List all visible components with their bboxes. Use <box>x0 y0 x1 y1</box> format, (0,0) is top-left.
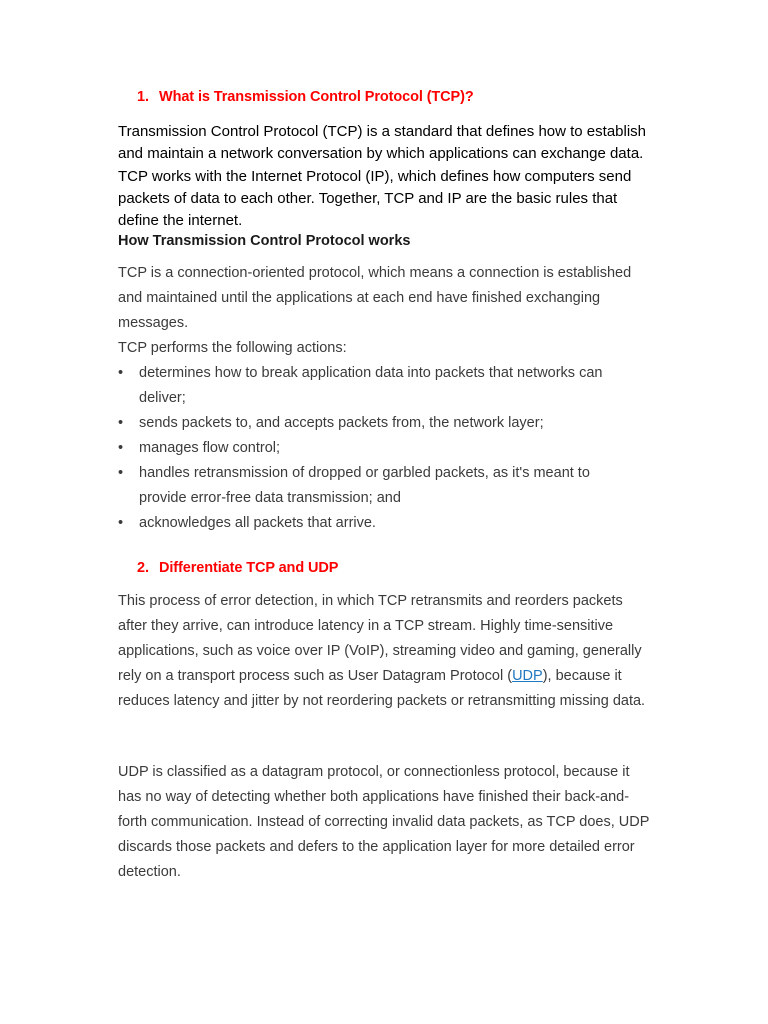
section-2-number: 2. <box>137 560 149 576</box>
section-1-title: What is Transmission Control Protocol (TCP)? <box>159 89 474 105</box>
bullet-icon: • <box>118 415 124 431</box>
latency-text-before-link: This process of error detection, in which TCP retransmits and reorders packets after they arrive, can introduce latency in a TCP stream. Highly time-sensitive applications, such as voice over IP (VoIP), streaming video and gaming, generally rely on a transport process such as User Datagram Protocol ( <box>118 593 642 684</box>
list-item <box>118 361 639 411</box>
actions-intro-text: TCP performs the following actions: <box>118 340 347 356</box>
latency-text-after-link: ), because it reduces latency and jitter by not reordering packets or retransmitting missing data. <box>118 668 646 709</box>
section-2-title: Differentiate TCP and UDP <box>159 560 339 576</box>
udp-paragraph: UDP is classified as a datagram protocol, or connectionless protocol, because it has no way of detecting whether both applications have finished their back-and-forth communication. Instead of correcting invalid data packets, as TCP does, UDP discards those packets and defers to the application layer for more detailed error detection. <box>118 764 650 880</box>
section-2-heading <box>137 560 338 576</box>
list-item-text: sends packets to, and accepts packets from, the network layer; <box>139 415 544 431</box>
tcp-intro-paragraph: Transmission Control Protocol (TCP) is a standard that defines how to establish and maintain a network conversation by which applications can exchange data. TCP works with the Internet Protocol (IP), which defines how computers send packets of data to each other. Together, TCP and IP are the basic rules that define the internet. <box>118 123 647 230</box>
list-item <box>118 461 639 511</box>
section-1-heading <box>137 89 474 105</box>
latency-paragraph <box>118 589 648 714</box>
connection-oriented-paragraph: TCP is a connection-oriented protocol, which means a connection is established and maintained until the applications at each end have finished exchanging messages. <box>118 265 632 331</box>
how-tcp-works-subheading: How Transmission Control Protocol works <box>118 233 411 249</box>
bullet-icon: • <box>118 440 124 456</box>
section-1-number: 1. <box>137 89 149 105</box>
tcp-actions-list <box>118 361 658 536</box>
list-item-text: acknowledges all packets that arrive. <box>139 515 376 531</box>
list-item <box>118 511 639 536</box>
bullet-icon: • <box>118 515 124 531</box>
list-item <box>118 411 639 436</box>
list-item <box>118 436 639 461</box>
list-item-text: handles retransmission of dropped or garbled packets, as it's meant to provide error-free data transmission; and <box>139 465 590 506</box>
list-item-text: determines how to break application data into packets that networks can deliver; <box>139 365 603 406</box>
bullet-icon: • <box>118 365 124 381</box>
udp-link[interactable]: UDP <box>512 668 543 684</box>
bullet-icon: • <box>118 465 124 481</box>
list-item-text: manages flow control; <box>139 440 281 456</box>
